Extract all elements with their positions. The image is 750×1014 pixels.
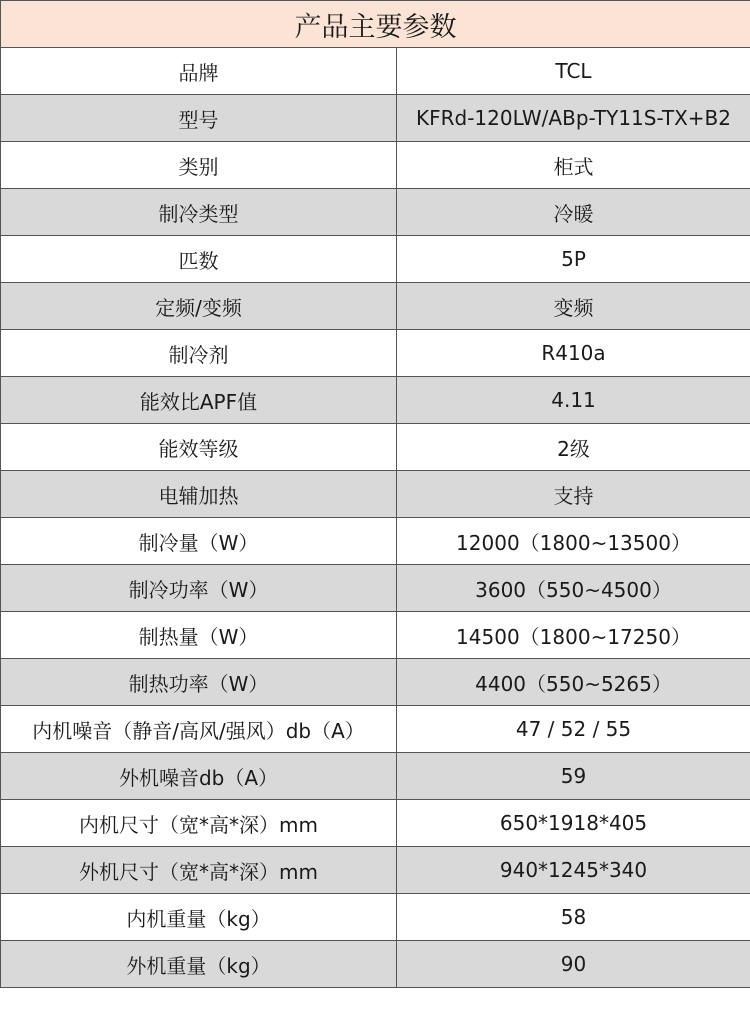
spec-value: 59 bbox=[397, 753, 750, 800]
spec-label: 制冷量（W） bbox=[1, 518, 397, 565]
table-row bbox=[1, 706, 750, 753]
spec-label: 外机尺寸（宽*高*深）mm bbox=[1, 847, 397, 894]
spec-value: 3600（550~4500） bbox=[397, 565, 750, 612]
spec-label: 匹数 bbox=[1, 236, 397, 283]
spec-label: 电辅加热 bbox=[1, 471, 397, 518]
spec-value: 4400（550~5265） bbox=[397, 659, 750, 706]
spec-label: 制热量（W） bbox=[1, 612, 397, 659]
table-title-row bbox=[1, 1, 750, 48]
spec-value: 47 / 52 / 55 bbox=[397, 706, 750, 753]
spec-value: 58 bbox=[397, 894, 750, 941]
table-row bbox=[1, 330, 750, 377]
spec-value: KFRd-120LW/ABp-TY11S-TX+B2 bbox=[397, 95, 750, 142]
table-row bbox=[1, 189, 750, 236]
spec-label: 内机噪音（静音/高风/强风）db（A） bbox=[1, 706, 397, 753]
table-row bbox=[1, 847, 750, 894]
table-row bbox=[1, 48, 750, 95]
table-title: 产品主要参数 bbox=[1, 1, 750, 48]
table-row bbox=[1, 236, 750, 283]
table-row bbox=[1, 142, 750, 189]
spec-label: 外机重量（kg） bbox=[1, 941, 397, 988]
table-row bbox=[1, 424, 750, 471]
table-row bbox=[1, 565, 750, 612]
spec-label: 制热功率（W） bbox=[1, 659, 397, 706]
table-row bbox=[1, 283, 750, 330]
spec-value: 650*1918*405 bbox=[397, 800, 750, 847]
table-row bbox=[1, 659, 750, 706]
spec-rows bbox=[1, 48, 750, 988]
spec-value: 2级 bbox=[397, 424, 750, 471]
spec-value: 冷暖 bbox=[397, 189, 750, 236]
spec-label: 能效等级 bbox=[1, 424, 397, 471]
spec-value: 14500（1800~17250） bbox=[397, 612, 750, 659]
table-row bbox=[1, 518, 750, 565]
spec-value: R410a bbox=[397, 330, 750, 377]
spec-label: 定频/变频 bbox=[1, 283, 397, 330]
table-row bbox=[1, 612, 750, 659]
spec-label: 型号 bbox=[1, 95, 397, 142]
spec-label: 品牌 bbox=[1, 48, 397, 95]
spec-value: 12000（1800~13500） bbox=[397, 518, 750, 565]
spec-label: 内机重量（kg） bbox=[1, 894, 397, 941]
spec-value: 940*1245*340 bbox=[397, 847, 750, 894]
spec-value: 90 bbox=[397, 941, 750, 988]
spec-label: 能效比APF值 bbox=[1, 377, 397, 424]
spec-value: 柜式 bbox=[397, 142, 750, 189]
spec-value: 变频 bbox=[397, 283, 750, 330]
spec-value: 支持 bbox=[397, 471, 750, 518]
spec-value: TCL bbox=[397, 48, 750, 95]
table-row bbox=[1, 377, 750, 424]
table-row bbox=[1, 941, 750, 988]
spec-label: 类别 bbox=[1, 142, 397, 189]
spec-label: 制冷类型 bbox=[1, 189, 397, 236]
spec-label: 制冷功率（W） bbox=[1, 565, 397, 612]
spec-value: 5P bbox=[397, 236, 750, 283]
spec-label: 内机尺寸（宽*高*深）mm bbox=[1, 800, 397, 847]
spec-value: 4.11 bbox=[397, 377, 750, 424]
table-row bbox=[1, 800, 750, 847]
spec-label: 外机噪音db（A） bbox=[1, 753, 397, 800]
table-row bbox=[1, 894, 750, 941]
table-row bbox=[1, 95, 750, 142]
spec-label: 制冷剂 bbox=[1, 330, 397, 377]
table-row bbox=[1, 753, 750, 800]
table-row bbox=[1, 471, 750, 518]
